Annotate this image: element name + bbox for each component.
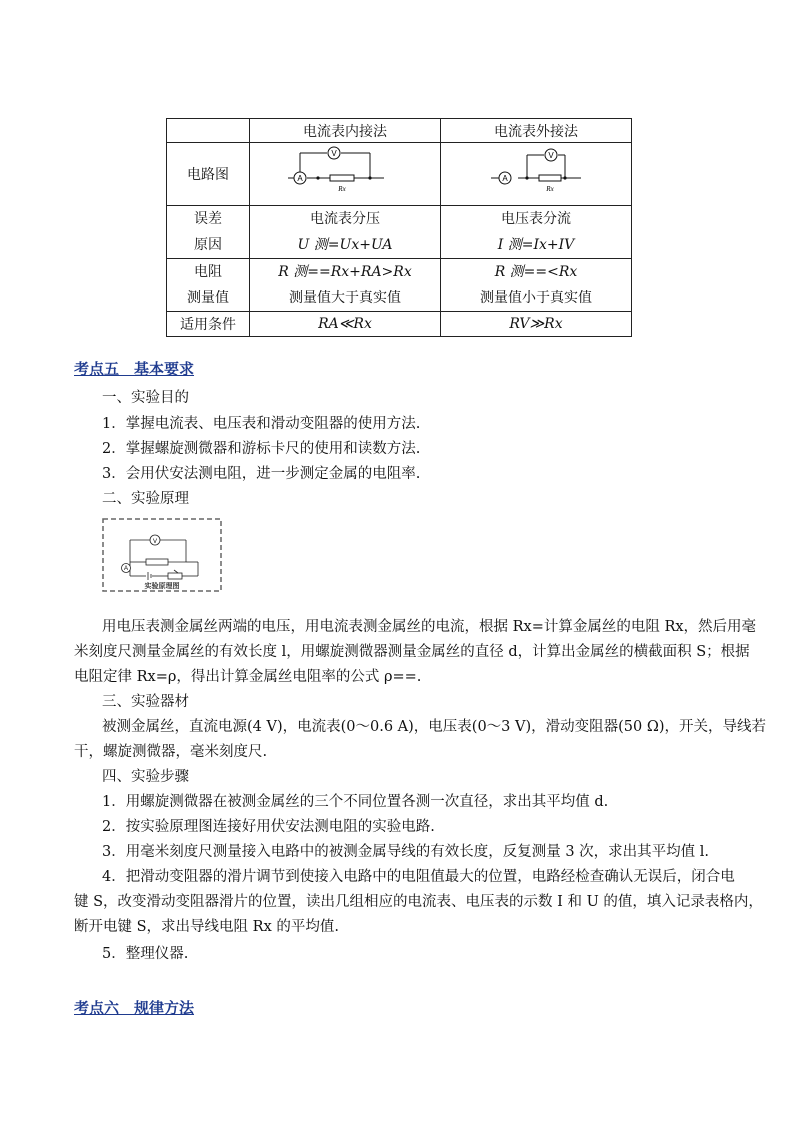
row-label-error bbox=[167, 206, 250, 259]
principle-circuit-diagram bbox=[102, 518, 222, 592]
error-outer-cell bbox=[441, 206, 632, 259]
circuit-inner-cell bbox=[250, 143, 441, 206]
outer-connection-circuit bbox=[441, 143, 631, 201]
inner-connection-circuit bbox=[250, 143, 440, 201]
error-outer-2: I 测=Ix+IV bbox=[497, 237, 575, 253]
figure-caption: 实验原理图 bbox=[144, 582, 180, 590]
principle-line-2: 米刻度尺测量金属丝的有效长度 l，用螺旋测微器测量金属丝的直径 d，计算出金属丝的横截面积 S；根据 bbox=[74, 644, 750, 660]
principle-figure bbox=[102, 518, 222, 592]
row-label-resistance-2: 测量值 bbox=[187, 290, 229, 306]
row-label-resistance bbox=[167, 259, 250, 312]
resistance-outer-1: R 测==<Rx bbox=[494, 264, 578, 280]
error-inner-2: U 测=Ux+UA bbox=[297, 237, 393, 253]
step-4-line-2: 键 S，改变滑动变阻器滑片的位置，读出几组相应的电流表、电压表的示数 I 和 U 的值，填入记录表格内， bbox=[74, 894, 763, 910]
step-4-line-3: 断开电键 S，求出导线电阻 Rx 的平均值. bbox=[74, 919, 339, 935]
col-header-inner: 电流表内接法 bbox=[250, 119, 441, 143]
ammeter-symbol: A bbox=[502, 174, 508, 183]
ammeter-symbol: A bbox=[297, 174, 303, 183]
condition-inner: RA≪Rx bbox=[250, 312, 441, 337]
principle-line-3: 电阻定律 Rx=ρ，得出计算金属丝电阻率的公式 ρ==. bbox=[74, 669, 422, 685]
condition-outer: RV≫Rx bbox=[441, 312, 632, 337]
goal-1: 1．掌握电流表、电压表和滑动变阻器的使用方法. bbox=[102, 416, 421, 432]
error-outer-1: 电压表分流 bbox=[501, 211, 571, 227]
resistance-inner-1: R 测==Rx+RA>Rx bbox=[278, 264, 412, 280]
error-inner-cell bbox=[250, 206, 441, 259]
section-6-heading[interactable]: 考点六 规律方法 bbox=[74, 999, 195, 1017]
subheading-equipment: 三、实验器材 bbox=[102, 694, 189, 710]
row-label-condition: 适用条件 bbox=[167, 312, 250, 337]
resistance-inner-2: 测量值大于真实值 bbox=[289, 290, 401, 306]
step-3: 3．用毫米刻度尺测量接入电路中的被测金属导线的有效长度，反复测量 3 次，求出其平均值 l. bbox=[102, 844, 710, 860]
row-label-circuit: 电路图 bbox=[167, 143, 250, 206]
resistance-outer-2: 测量值小于真实值 bbox=[480, 290, 592, 306]
subheading-principle: 二、实验原理 bbox=[102, 491, 189, 507]
row-label-resistance-1: 电阻 bbox=[194, 264, 222, 280]
table-corner-cell bbox=[167, 119, 250, 143]
figure-voltmeter-symbol: V bbox=[152, 539, 158, 545]
circuit-outer-cell bbox=[441, 143, 632, 206]
col-header-outer: 电流表外接法 bbox=[441, 119, 632, 143]
principle-line-1: 用电压表测金属丝两端的电压，用电流表测金属丝的电流，根据 Rx=计算金属丝的电阻 Rx，然后用毫 bbox=[102, 619, 757, 635]
step-2: 2．按实验原理图连接好用伏安法测电阻的实验电路. bbox=[102, 819, 435, 835]
equipment-line-2: 干，螺旋测微器，毫米刻度尺. bbox=[74, 744, 268, 760]
step-1: 1．用螺旋测微器在被测金属丝的三个不同位置各测一次直径，求出其平均值 d. bbox=[102, 794, 609, 810]
voltmeter-symbol: V bbox=[548, 151, 554, 160]
voltmeter-symbol: V bbox=[331, 149, 337, 158]
equipment-line-1: 被测金属丝，直流电源(4 V)，电流表(0～0.6 A)，电压表(0～3 V)，滑动变阻器(50 Ω)，开关，导线若 bbox=[102, 719, 767, 735]
resistance-inner-cell bbox=[250, 259, 441, 312]
subheading-steps: 四、实验步骤 bbox=[102, 769, 189, 785]
error-inner-1: 电流表分压 bbox=[310, 211, 380, 227]
resistor-label: Rx bbox=[338, 185, 346, 193]
figure-ammeter-symbol: A bbox=[123, 566, 129, 572]
step-4-line-1: 4．把滑动变阻器的滑片调节到使接入电路中的电阻值最大的位置，电路经检查确认无误后，闭合电 bbox=[102, 869, 735, 885]
subheading-goals: 一、实验目的 bbox=[102, 390, 189, 406]
resistance-outer-cell bbox=[441, 259, 632, 312]
step-5: 5．整理仪器. bbox=[102, 946, 189, 962]
row-label-error-1: 误差 bbox=[194, 211, 222, 227]
comparison-table bbox=[166, 118, 632, 337]
section-5-heading[interactable]: 考点五 基本要求 bbox=[74, 360, 195, 378]
goal-3: 3．会用伏安法测电阻，进一步测定金属的电阻率. bbox=[102, 466, 421, 482]
goal-2: 2．掌握螺旋测微器和游标卡尺的使用和读数方法. bbox=[102, 441, 421, 457]
row-label-error-2: 原因 bbox=[194, 237, 222, 253]
resistor-label: Rx bbox=[546, 185, 554, 193]
